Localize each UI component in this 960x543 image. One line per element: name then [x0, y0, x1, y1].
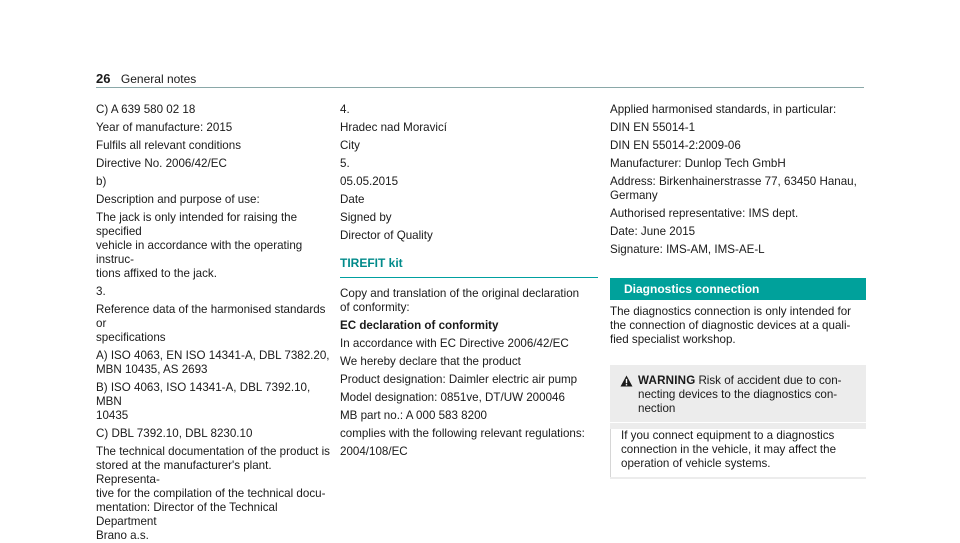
paragraph: 4.	[340, 103, 350, 116]
paragraph: Director of Quality	[340, 229, 433, 242]
paragraph: 2004/108/EC	[340, 445, 408, 458]
page-number: 26	[96, 71, 111, 86]
warning-header	[620, 374, 856, 416]
warning-message: Risk of accident due to con- necting devices to the diagnostics con- nection	[638, 374, 842, 415]
warning-triangle-icon	[620, 374, 638, 416]
paragraph: We hereby declare that the product	[340, 355, 521, 368]
column-left	[96, 103, 334, 543]
paragraph: Authorised representative: IMS dept.	[610, 207, 799, 220]
paragraph: 5.	[340, 157, 350, 170]
warning-body: If you connect equipment to a diagnostics connection in the vehicle, it may affect the operation of vehicle systems.	[610, 429, 866, 477]
column-right	[610, 103, 866, 479]
paragraph: B) ISO 4063, ISO 14341-A, DBL 7392.10, MBN 10435	[96, 381, 311, 422]
paragraph: 3.	[96, 285, 106, 298]
paragraph: Description and purpose of use:	[96, 193, 260, 206]
page-header	[96, 70, 196, 88]
declaration-heading: EC declaration of conformity	[340, 319, 499, 332]
paragraph: Directive No. 2006/42/EC	[96, 157, 227, 170]
paragraph: Address: Birkenhainerstrasse 77, 63450 Hanau, Germany	[610, 175, 857, 202]
paragraph: Signed by	[340, 211, 392, 224]
paragraph: DIN EN 55014-2:2009-06	[610, 139, 741, 152]
header-rule	[96, 87, 864, 88]
paragraph: MB part no.: A 000 583 8200	[340, 409, 487, 422]
diagnostics-intro: The diagnostics connection is only intended for the connection of diagnostic devices at a quali- fied specialist workshop.	[610, 305, 852, 346]
paragraph: Date	[340, 193, 365, 206]
warning-divider	[610, 422, 866, 423]
paragraph: 05.05.2015	[340, 175, 399, 188]
paragraph: Year of manufacture: 2015	[96, 121, 233, 134]
paragraph: Product designation: Daimler electric air pump	[340, 373, 578, 386]
paragraph: The jack is only intended for raising the specified vehicle in accordance with the operating instruc- tions affixed to the jack.	[96, 211, 303, 280]
column-middle	[340, 103, 598, 459]
warning-text	[638, 374, 856, 416]
paragraph: Reference data of the harmonised standards or specifications	[96, 303, 326, 344]
warning-box	[610, 365, 866, 479]
paragraph: C) A 639 580 02 18	[96, 103, 196, 116]
paragraph: complies with the following relevant regulations:	[340, 427, 585, 440]
paragraph: Date: June 2015	[610, 225, 696, 238]
tirefit-heading: TIREFIT kit	[340, 256, 598, 278]
paragraph: Signature: IMS-AM, IMS-AE-L	[610, 243, 765, 256]
section-title: General notes	[120, 72, 197, 86]
paragraph: A) ISO 4063, EN ISO 14341-A, DBL 7382.20, MBN 10435, AS 2693	[96, 349, 330, 376]
diagnostics-banner: Diagnostics connection	[610, 278, 866, 300]
paragraph: In accordance with EC Directive 2006/42/EC	[340, 337, 569, 350]
paragraph: Copy and translation of the original declaration of conformity:	[340, 287, 580, 314]
paragraph: DIN EN 55014-1	[610, 121, 696, 134]
paragraph: City	[340, 139, 360, 152]
paragraph: Hradec nad Moravicí	[340, 121, 447, 134]
warning-label: WARNING	[638, 374, 696, 387]
paragraph: Fulfils all relevant conditions	[96, 139, 241, 152]
paragraph: The technical documentation of the product is stored at the manufacturer's plant. Representa- tive for the compilation of the technical docu- mentation: Director of the Technical Department Brano a.s.	[96, 445, 330, 542]
paragraph: Manufacturer: Dunlop Tech GmbH	[610, 157, 786, 170]
paragraph: Applied harmonised standards, in particular:	[610, 103, 837, 116]
paragraph: C) DBL 7392.10, DBL 8230.10	[96, 427, 253, 440]
paragraph: b)	[96, 175, 107, 188]
paragraph: Model designation: 0851ve, DT/UW 200046	[340, 391, 565, 404]
